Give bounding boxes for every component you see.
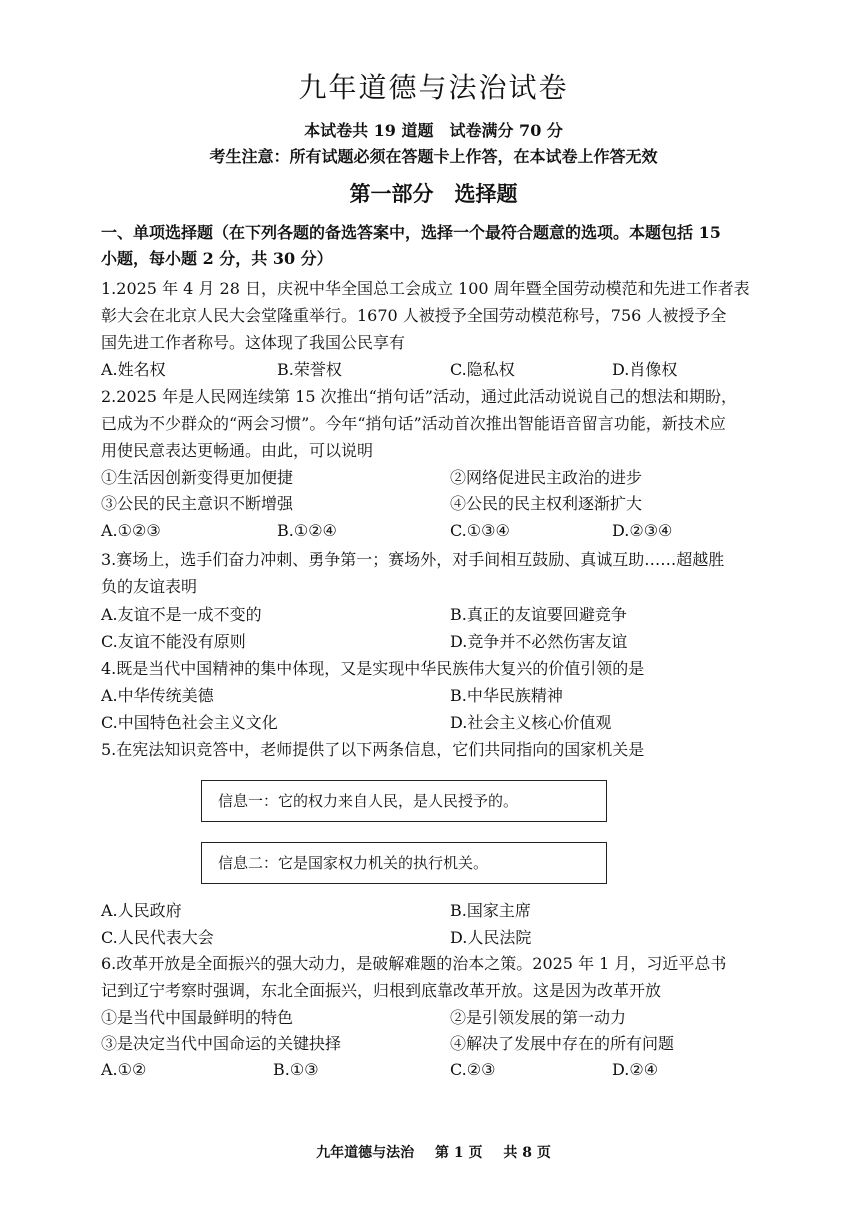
q2-item-2: ②网络促进民主政治的进步 <box>450 468 643 487</box>
q3-option-a: A.友谊不是一成不变的 <box>101 605 262 624</box>
q2-item-4: ④公民的民主权利逐渐扩大 <box>450 494 643 513</box>
q5-option-d: D.人民法院 <box>450 928 532 947</box>
page-footer <box>0 1142 867 1162</box>
question-1-text: 国先进工作者称号。这体现了我国公民享有 <box>101 333 406 352</box>
q1-option-b: B.荣誉权 <box>277 360 342 379</box>
q2-option-b: B.①②④ <box>277 521 337 540</box>
q1-option-d: D.肖像权 <box>612 360 678 379</box>
q3-option-d: D.竞争并不必然伤害友谊 <box>450 632 628 651</box>
section-instruction-line: 小题，每小题 2 分，共 30 分） <box>101 249 333 268</box>
footer-subject: 九年道德与法治 <box>316 1145 415 1161</box>
section-instruction-line: 一、单项选择题（在下列各题的备选答案中，选择一个最符合题意的选项。本题包括 15 <box>101 223 721 242</box>
question-2-text: 2.2025 年是人民网连续第 15 次推出“捎句话”活动，通过此活动说说自己的想法和期盼， <box>101 387 737 406</box>
q5-option-c: C.人民代表大会 <box>101 928 214 947</box>
part-title: 第一部分 选择题 <box>349 181 518 206</box>
q2-item-3: ③公民的民主意识不断增强 <box>101 494 294 513</box>
q4-option-c: C.中国特色社会主义文化 <box>101 713 278 732</box>
q4-option-b: B.中华民族精神 <box>450 686 563 705</box>
q6-option-c: C.②③ <box>450 1060 496 1079</box>
question-3-text: 负的友谊表明 <box>101 577 198 596</box>
exam-info: 本试卷共 19 道题 试卷满分 70 分 <box>304 121 563 140</box>
footer-total-pages: 共 8 页 <box>503 1145 551 1161</box>
q6-option-d: D.②④ <box>612 1060 659 1079</box>
q6-option-b: B.①③ <box>273 1060 319 1079</box>
q2-option-a: A.①②③ <box>101 521 161 540</box>
q3-option-b: B.真正的友谊要回避竞争 <box>450 605 627 624</box>
question-6-text: 6.改革开放是全面振兴的强大动力，是破解难题的治本之策。2025 年 1 月，习近平总书 <box>101 954 727 973</box>
q6-item-3: ③是决定当代中国命运的关键抉择 <box>101 1034 342 1053</box>
question-1-text: 1.2025 年 4 月 28 日，庆祝中华全国总工会成立 100 周年暨全国劳动模范和先进工作者表 <box>101 279 750 298</box>
question-3-text: 3.赛场上，选手们奋力冲刺、勇争第一；赛场外，对手间相互鼓励、真诚互助……超越胜 <box>101 550 725 569</box>
question-6-text: 记到辽宁考察时强调，东北全面振兴，归根到底靠改革开放。这是因为改革开放 <box>101 981 662 1000</box>
footer-page-number: 第 1 页 <box>435 1145 483 1161</box>
exam-notice: 考生注意：所有试题必须在答题卡上作答，在本试卷上作答无效 <box>209 147 658 166</box>
q1-option-a: A.姓名权 <box>101 360 166 379</box>
q2-option-c: C.①③④ <box>450 521 510 540</box>
q4-option-a: A.中华传统美德 <box>101 686 214 705</box>
info-box-2: 信息二：它是国家权力机关的执行机关。 <box>201 842 607 884</box>
question-4-text: 4.既是当代中国精神的集中体现，又是实现中华民族伟大复兴的价值引领的是 <box>101 659 645 678</box>
q6-item-2: ②是引领发展的第一动力 <box>450 1008 627 1027</box>
question-5-text: 5.在宪法知识竞答中，老师提供了以下两条信息，它们共同指向的国家机关是 <box>101 740 645 759</box>
q2-item-1: ①生活因创新变得更加便捷 <box>101 468 294 487</box>
info-box-1: 信息一：它的权力来自人民，是人民授予的。 <box>201 780 607 822</box>
q2-option-d: D.②③④ <box>612 521 673 540</box>
q5-option-a: A.人民政府 <box>101 901 182 920</box>
q3-option-c: C.友谊不能没有原则 <box>101 632 246 651</box>
q1-option-c: C.隐私权 <box>450 360 515 379</box>
question-2-text: 用使民意表达更畅通。由此，可以说明 <box>101 441 374 460</box>
exam-title: 九年道德与法治试卷 <box>298 71 569 104</box>
q4-option-d: D.社会主义核心价值观 <box>450 713 612 732</box>
question-2-text: 已成为不少群众的“两会习惯”。今年“捎句话”活动首次推出智能语音留言功能，新技术应 <box>101 414 726 433</box>
question-1-text: 彰大会在北京人民大会堂隆重举行。1670 人被授予全国劳动模范称号，756 人被授予全 <box>101 306 727 325</box>
q6-item-1: ①是当代中国最鲜明的特色 <box>101 1008 294 1027</box>
q5-option-b: B.国家主席 <box>450 901 531 920</box>
q6-option-a: A.①② <box>101 1060 147 1079</box>
q6-item-4: ④解决了发展中存在的所有问题 <box>450 1034 675 1053</box>
